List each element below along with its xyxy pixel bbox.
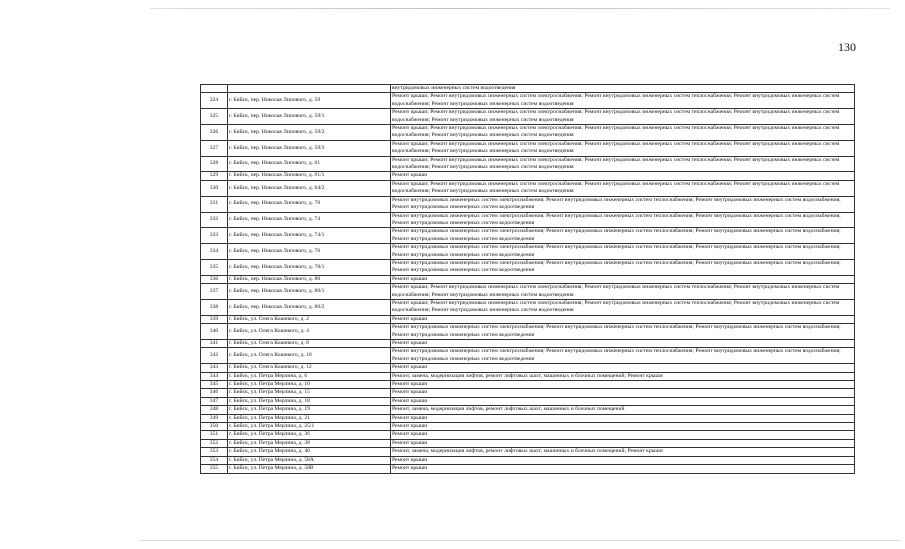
address-cell [228,85,391,93]
address-cell: г. Бийск, ул. Петра Мерлина, д. 10 [228,381,391,389]
work-cell: Ремонт крыши [391,340,855,348]
work-cell: Ремонт внутридомовых инженерных систем электроснабжения; Ремонт внутридомовых инженерных систем теплоснабжения; Ремонт внутридомовых инженерных систем водоснабжения; Ремонт внутридомовых инженерных систем водоотведения [391,244,855,260]
work-cell: Ремонт крыши [391,315,855,323]
row-number-cell: 348 [201,406,228,414]
address-cell: г. Бийск, пер. Николая Липового, д. 59/3 [228,140,391,156]
table-row [201,140,855,156]
row-number-cell: 346 [201,389,228,397]
table-row [201,414,855,422]
address-cell: г. Бийск, пер. Николая Липового, д. 78/1 [228,259,391,275]
work-cell: Ремонт крыши; Ремонт внутридомовых инженерных систем электроснабжения; Ремонт внутридомовых инженерных систем теплоснабжения; Ремонт внутридомовых инженерных систем водоснабжения; Ремонт внутридомовых инженерных систем водоотведения [391,284,855,300]
table-row [201,381,855,389]
row-number-cell: 345 [201,381,228,389]
table-row [201,284,855,300]
table-row [201,348,855,364]
table-row [201,406,855,414]
address-cell: г. Бийск, пер. Николая Липового, д. 74 [228,212,391,228]
work-cell: Ремонт внутридомовых инженерных систем электроснабжения; Ремонт внутридомовых инженерных систем теплоснабжения; Ремонт внутридомовых инженерных систем водоснабжения; Ремонт внутридомовых инженерных систем водоотведения [391,196,855,212]
work-cell: Ремонт крыши [391,397,855,405]
row-number-cell: 327 [201,140,228,156]
row-number-cell: 334 [201,244,228,260]
row-number-cell: 328 [201,156,228,172]
table-row [201,364,855,372]
address-cell: г. Бийск, ул. Олега Кошевого, д. 2 [228,315,391,323]
work-cell: Ремонт крыши [391,389,855,397]
row-number-cell: 324 [201,93,228,109]
table-row [201,465,855,473]
table-row [201,456,855,464]
address-cell: г. Бийск, ул. Олега Кошевого, д. 8 [228,340,391,348]
row-number-cell: 343 [201,364,228,372]
address-cell: г. Бийск, пер. Николая Липового, д. 64/2 [228,180,391,196]
table-row [201,299,855,315]
work-cell: Ремонт крыши; Ремонт внутридомовых инженерных систем электроснабжения; Ремонт внутридомовых инженерных систем теплоснабжения; Ремонт внутридомовых инженерных систем водоснабжения; Ремонт внутридомовых инженерных систем водоотведения [391,93,855,109]
row-number-cell: 344 [201,372,228,380]
scan-edge-top [150,8,890,9]
row-number-cell: 338 [201,299,228,315]
row-number-cell: 329 [201,172,228,180]
address-cell: г. Бийск, пер. Николая Липового, д. 61/1 [228,172,391,180]
table-row [201,93,855,109]
row-number-cell: 347 [201,397,228,405]
row-number-cell: 340 [201,324,228,340]
table-row [201,172,855,180]
table-row [201,431,855,439]
table-body [201,85,855,474]
row-number-cell: 341 [201,340,228,348]
work-cell: Ремонт крыши [391,364,855,372]
scan-edge-bottom [140,540,900,541]
work-cell: Ремонт, замена, модернизация лифтов, ремонт лифтовых шахт, машинных и блочных помещений; Ремонт крыши [391,372,855,380]
work-cell: Ремонт крыши [391,431,855,439]
table-row [201,109,855,125]
address-cell: г. Бийск, пер. Николая Липового, д. 70 [228,196,391,212]
row-number-cell: 333 [201,228,228,244]
address-cell: г. Бийск, ул. Петра Мерлина, д. 40 [228,448,391,456]
row-number-cell: 354 [201,456,228,464]
work-cell: Ремонт внутридомовых инженерных систем электроснабжения; Ремонт внутридомовых инженерных систем теплоснабжения; Ремонт внутридомовых инженерных систем водоснабжения; Ремонт внутридомовых инженерных систем водоотведения [391,324,855,340]
table-row [201,423,855,431]
repair-works-table [200,84,855,474]
row-number-cell: 325 [201,109,228,125]
table-row [201,372,855,380]
table-row [201,389,855,397]
table-row [201,156,855,172]
address-cell: г. Бийск, пер. Николая Липового, д. 59/2 [228,125,391,141]
address-cell: г. Бийск, пер. Николая Липового, д. 80/2 [228,299,391,315]
table-row [201,244,855,260]
address-cell: г. Бийск, ул. Петра Мерлина, д. 18 [228,397,391,405]
work-cell: Ремонт крыши; Ремонт внутридомовых инженерных систем электроснабжения; Ремонт внутридомовых инженерных систем теплоснабжения; Ремонт внутридомовых инженерных систем водоснабжения; Ремонт внутридомовых инженерных систем водоотведения [391,156,855,172]
address-cell: г. Бийск, ул. Петра Мерлина, д. 19 [228,406,391,414]
row-number-cell: 337 [201,284,228,300]
work-cell: Ремонт крыши; Ремонт внутридомовых инженерных систем электроснабжения; Ремонт внутридомовых инженерных систем теплоснабжения; Ремонт внутридомовых инженерных систем водоснабжения; Ремонт внутридомовых инженерных систем водоотведения [391,299,855,315]
address-cell: г. Бийск, ул. Олега Кошевого, д. 10 [228,348,391,364]
address-cell: г. Бийск, ул. Петра Мерлина, д. 21 [228,414,391,422]
row-number-cell: 353 [201,448,228,456]
address-cell: г. Бийск, ул. Петра Мерлина, д. 6 [228,372,391,380]
work-cell: Ремонт крыши [391,439,855,447]
work-cell: Ремонт внутридомовых инженерных систем электроснабжения; Ремонт внутридомовых инженерных систем теплоснабжения; Ремонт внутридомовых инженерных систем водоснабжения; Ремонт внутридомовых инженерных систем водоотведения [391,228,855,244]
address-cell: г. Бийск, пер. Николая Липового, д. 59/1 [228,109,391,125]
row-number-cell: 351 [201,431,228,439]
work-cell: Ремонт крыши [391,381,855,389]
work-cell: Ремонт внутридомовых инженерных систем электроснабжения; Ремонт внутридомовых инженерных систем теплоснабжения; Ремонт внутридомовых инженерных систем водоснабжения; Ремонт внутридомовых инженерных систем водоотведения [391,348,855,364]
address-cell: г. Бийск, пер. Николая Липового, д. 59 [228,93,391,109]
work-cell: Ремонт крыши; Ремонт внутридомовых инженерных систем электроснабжения; Ремонт внутридомовых инженерных систем теплоснабжения; Ремонт внутридомовых инженерных систем водоснабжения; Ремонт внутридомовых инженерных систем водоотведения [391,125,855,141]
work-cell: внутридомовых инженерных систем водоотведения [391,85,855,93]
row-number-cell: 331 [201,196,228,212]
work-cell: Ремонт крыши; Ремонт внутридомовых инженерных систем электроснабжения; Ремонт внутридомовых инженерных систем теплоснабжения; Ремонт внутридомовых инженерных систем водоснабжения; Ремонт внутридомовых инженерных систем водоотведения [391,180,855,196]
work-cell: Ремонт крыши [391,423,855,431]
row-number-cell: 350 [201,423,228,431]
address-cell: г. Бийск, ул. Петра Мерлина, д. 58А [228,456,391,464]
address-cell: г. Бийск, ул. Петра Мерлина, д. 15 [228,389,391,397]
table-row [201,125,855,141]
table-row [201,324,855,340]
table-row [201,439,855,447]
work-cell: Ремонт внутридомовых инженерных систем электроснабжения; Ремонт внутридомовых инженерных систем теплоснабжения; Ремонт внутридомовых инженерных систем водоснабжения; Ремонт внутридомовых инженерных систем водоотведения [391,259,855,275]
table-row [201,340,855,348]
row-number-cell: 330 [201,180,228,196]
work-cell: Ремонт крыши [391,275,855,283]
table-row [201,228,855,244]
address-cell: г. Бийск, ул. Олега Кошевого, д. 12 [228,364,391,372]
address-cell: г. Бийск, ул. Петра Мерлина, д. 25/1 [228,423,391,431]
address-cell: г. Бийск, пер. Николая Липового, д. 80/1 [228,284,391,300]
row-number-cell: 336 [201,275,228,283]
table-row [201,448,855,456]
work-cell: Ремонт, замена, модернизация лифтов, ремонт лифтовых шахт, машинных и блочных помещений; Ремонт крыши [391,448,855,456]
address-cell: г. Бийск, пер. Николая Липового, д. 61 [228,156,391,172]
table-row [201,275,855,283]
address-cell: г. Бийск, пер. Николая Липового, д. 74/1 [228,228,391,244]
page-number: 130 [838,40,856,54]
table-row [201,180,855,196]
row-number-cell: 339 [201,315,228,323]
work-cell: Ремонт крыши [391,456,855,464]
table-row-continued [201,85,855,93]
work-cell: Ремонт крыши [391,172,855,180]
address-cell: г. Бийск, ул. Петра Мерлина, д. 38 [228,439,391,447]
table-row [201,259,855,275]
work-cell: Ремонт внутридомовых инженерных систем электроснабжения; Ремонт внутридомовых инженерных систем теплоснабжения; Ремонт внутридомовых инженерных систем водоснабжения; Ремонт внутридомовых инженерных систем водоотведения [391,212,855,228]
table-row [201,397,855,405]
work-cell: Ремонт крыши; Ремонт внутридомовых инженерных систем электроснабжения; Ремонт внутридомовых инженерных систем теплоснабжения; Ремонт внутридомовых инженерных систем водоснабжения; Ремонт внутридомовых инженерных систем водоотведения [391,140,855,156]
row-number-cell: 342 [201,348,228,364]
address-cell: г. Бийск, ул. Олега Кошевого, д. 4 [228,324,391,340]
address-cell: г. Бийск, ул. Петра Мерлина, д. 36 [228,431,391,439]
work-cell: Ремонт крыши; Ремонт внутридомовых инженерных систем электроснабжения; Ремонт внутридомовых инженерных систем теплоснабжения; Ремонт внутридомовых инженерных систем водоснабжения; Ремонт внутридомовых инженерных систем водоотведения [391,109,855,125]
row-number-cell: 335 [201,259,228,275]
table-row [201,212,855,228]
work-cell: Ремонт крыши [391,465,855,473]
row-number-cell: 332 [201,212,228,228]
row-number-cell: 352 [201,439,228,447]
row-number-cell: 349 [201,414,228,422]
address-cell: г. Бийск, пер. Николая Липового, д. 76 [228,244,391,260]
address-cell: г. Бийск, ул. Петра Мерлина, д. 58В [228,465,391,473]
address-cell: г. Бийск, пер. Николая Липового, д. 80 [228,275,391,283]
work-cell: Ремонт, замена, модернизация лифтов, ремонт лифтовых шахт, машинных и блочных помещений [391,406,855,414]
row-number-cell: 326 [201,125,228,141]
table-row [201,315,855,323]
row-number-cell: 355 [201,465,228,473]
table-row [201,196,855,212]
work-cell: Ремонт крыши [391,414,855,422]
row-number-cell [201,85,228,93]
